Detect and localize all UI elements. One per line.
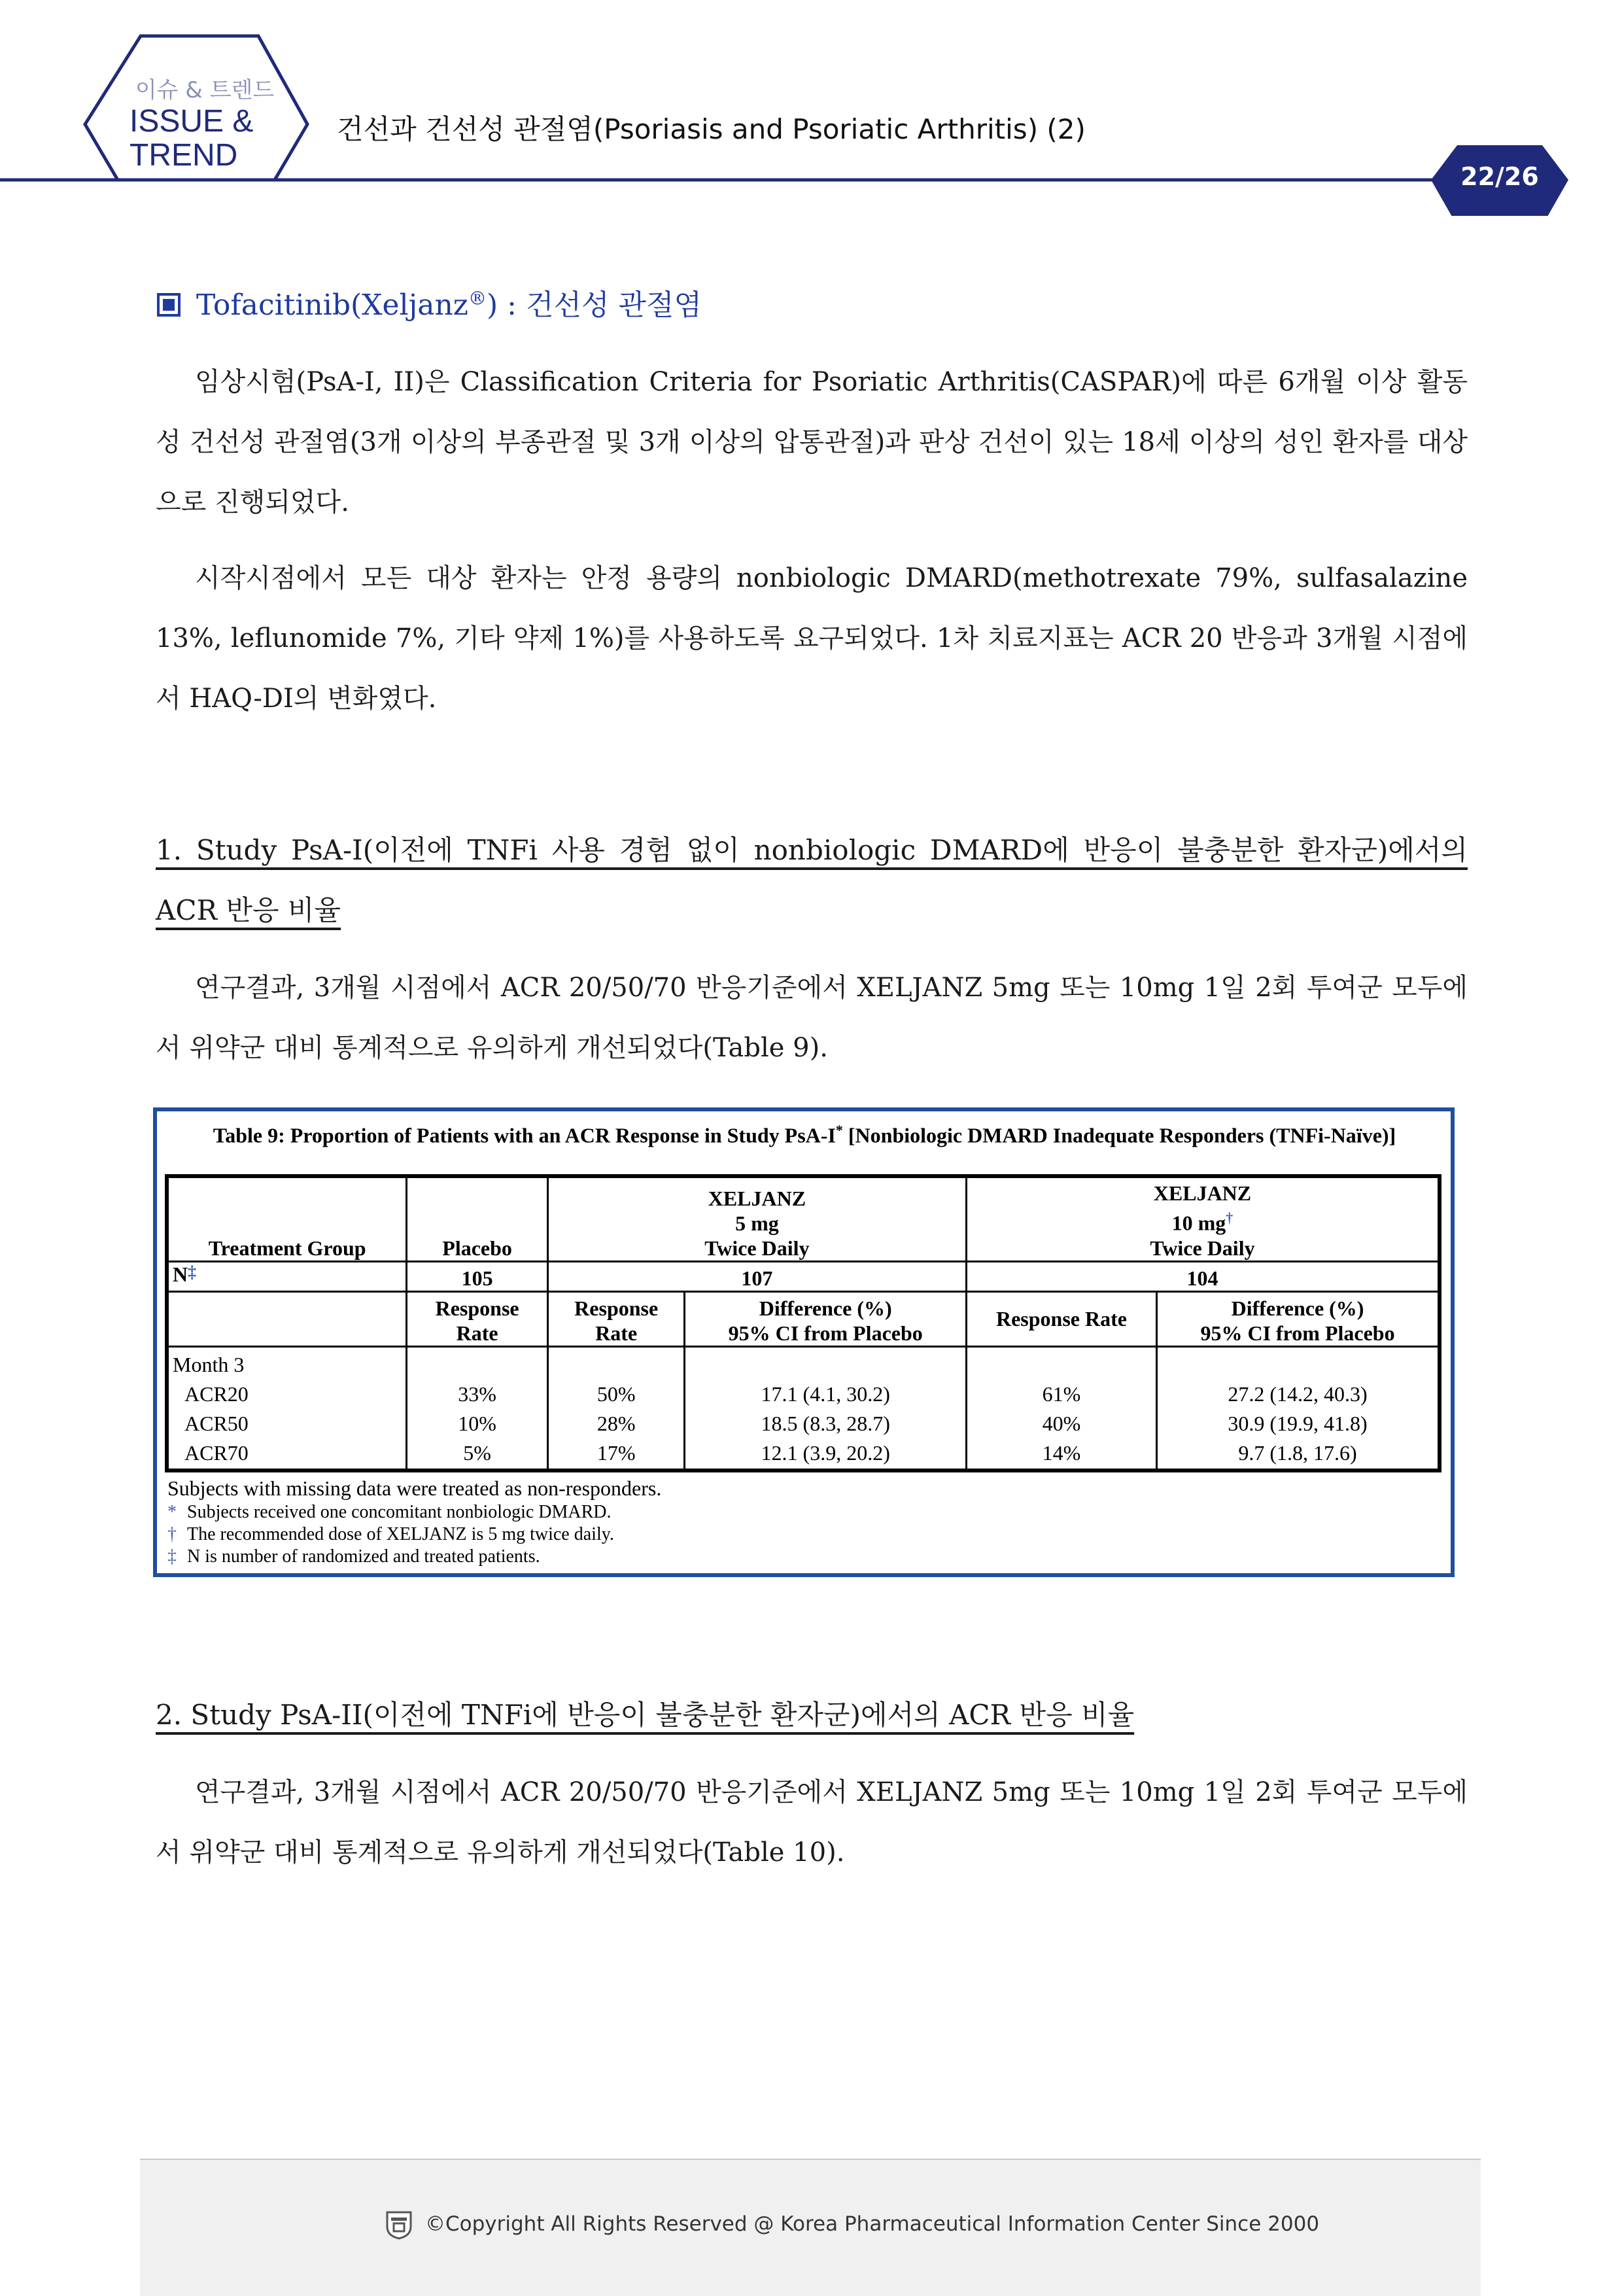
- square-bullet-icon: [157, 293, 181, 317]
- table-9-caption: Table 9: Proportion of Patients with an ACR Response in Study PsA-I* [Nonbiologic DMARD Inadequate Responders (TNFi-Naïve)]: [213, 1122, 1396, 1147]
- col-treatment-group: Treatment Group: [167, 1176, 407, 1261]
- subheader-x10-diff: Difference (%) 95% CI from Placebo: [1157, 1291, 1440, 1346]
- table-9-footnotes: [167, 1475, 1443, 1568]
- x10-diff-values: 27.2 (14.2, 40.3) 30.9 (19.9, 41.8) 9.7 (1.8, 17.6): [1157, 1346, 1440, 1470]
- n-label: N‡: [167, 1261, 407, 1291]
- subheader-x10-rate: Response Rate: [966, 1291, 1156, 1346]
- col-xeljanz-5mg: XELJANZ 5 mg Twice Daily: [547, 1176, 966, 1261]
- row-labels: Month 3 ACR20 ACR50 ACR70: [167, 1346, 407, 1470]
- section-heading-tail: ) : 건선성 관절염: [486, 288, 702, 322]
- n-xeljanz-10mg: 104: [966, 1261, 1440, 1291]
- table-9: [165, 1174, 1441, 1472]
- footnote-double-dagger: ‡ N is number of randomized and treated patients.: [167, 1546, 540, 1567]
- placebo-values: 33% 10% 5%: [407, 1346, 548, 1470]
- paragraph-trial-design: 임상시험(PsA-I, II)은 Classification Criteria for Psoriatic Arthritis(CASPAR)에 따른 6개월 이상 활동성 건선성 관절염(3개 이상의 부종관절 및 3개 이상의 압통관절)과 판상 건선이 있는 18세 이상의 성인 환자를 대상으로 진행되었다.: [156, 367, 1468, 517]
- subheading-study-psa-ii: 2. Study PsA-II(이전에 TNFi에 반응이 불충분한 환자군)에서의 ACR 반응 비율: [156, 1699, 1135, 1731]
- x5-diff-values: 17.1 (4.1, 30.2) 18.5 (8.3, 28.7) 12.1 (3.9, 20.2): [685, 1346, 966, 1470]
- section-heading-text: Tofacitinib(Xeljanz: [196, 288, 468, 322]
- page-header: [0, 0, 1622, 216]
- registered-mark: ®: [468, 287, 487, 309]
- subheader-blank: [167, 1291, 407, 1346]
- subheader-placebo-rate: Response Rate: [407, 1291, 548, 1346]
- table-subheader-row: [167, 1291, 1440, 1346]
- table-header-row: [167, 1176, 1440, 1261]
- subheading-study-psa-i: 1. Study PsA-I(이전에 TNFi 사용 경험 없이 nonbiologic DMARD에 반응이 불충분한 환자군)에서의 ACR 반응 비율: [156, 834, 1468, 926]
- paragraph-psa-i-results: 연구결과, 3개월 시점에서 ACR 20/50/70 반응기준에서 XELJANZ 5mg 또는 10mg 1일 2회 투여군 모두에서 위약군 대비 통계적으로 유의하게 개선되었다(Table 9).: [156, 973, 1468, 1063]
- table-n-row: [167, 1261, 1440, 1291]
- table-9-figure: [153, 1107, 1455, 1577]
- paragraph-baseline: 시작시점에서 모든 대상 환자는 안정 용량의 nonbiologic DMARD(methotrexate 79%, sulfasalazine 13%, leflunomide 7%, 기타 약제 1%)를 사용하도록 요구되었다. 1차 치료지표는 ACR 20 반응과 3개월 시점에서 HAQ-DI의 변화였다.: [156, 563, 1468, 714]
- subheader-x5-rate: Response Rate: [547, 1291, 685, 1346]
- x5-rate-values: 50% 28% 17%: [547, 1346, 685, 1470]
- footer-copyright: ©Copyright All Rights Reserved @ Korea Pharmaceutical Information Center Since 2000: [425, 2212, 1320, 2236]
- footnote-missing-data: Subjects with missing data were treated as non-responders.: [167, 1476, 662, 1500]
- n-placebo: 105: [407, 1261, 548, 1291]
- footnote-star: * Subjects received one concomitant nonbiologic DMARD.: [167, 1502, 612, 1522]
- section-heading: [157, 281, 702, 323]
- x10-rate-values: 61% 40% 14%: [966, 1346, 1156, 1470]
- kpic-logo-icon: [385, 2210, 413, 2240]
- subheader-x5-diff: Difference (%) 95% CI from Placebo: [685, 1291, 966, 1346]
- badge-title-line2: TREND: [129, 138, 238, 173]
- badge-subtitle: 이슈 & 트렌드: [135, 77, 275, 103]
- badge-title: [129, 105, 260, 173]
- col-xeljanz-10mg: XELJANZ 10 mg† Twice Daily: [966, 1176, 1440, 1261]
- col-placebo: Placebo: [407, 1176, 548, 1261]
- n-xeljanz-5mg: 107: [547, 1261, 966, 1291]
- paragraph-psa-ii-results: 연구결과, 3개월 시점에서 ACR 20/50/70 반응기준에서 XELJANZ 5mg 또는 10mg 1일 2회 투여군 모두에서 위약군 대비 통계적으로 유의하게 개선되었다(Table 10).: [156, 1777, 1468, 1868]
- page-number: 22/26: [1460, 162, 1539, 191]
- table-data-row: [167, 1346, 1440, 1470]
- footnote-dagger: † The recommended dose of XELJANZ is 5 mg twice daily.: [167, 1524, 614, 1544]
- document-title: 건선과 건선성 관절염(Psoriasis and Psoriatic Arthritis) (2): [337, 113, 1086, 145]
- badge-title-line1: ISSUE &: [129, 104, 254, 139]
